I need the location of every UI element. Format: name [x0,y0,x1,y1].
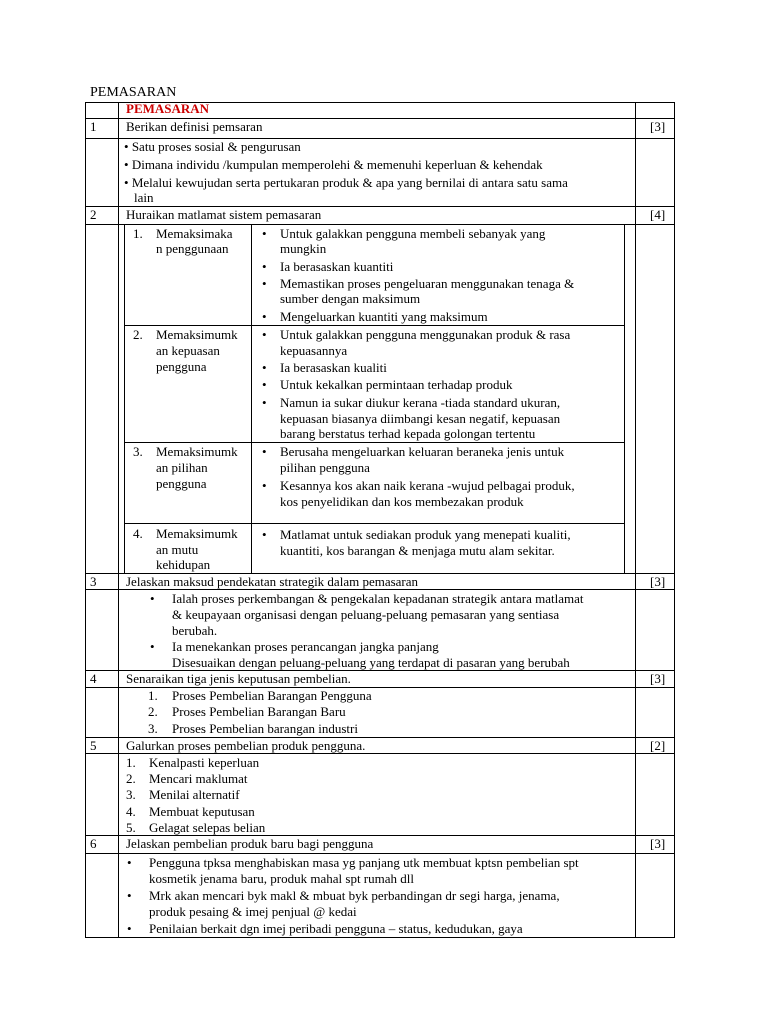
goal-label: an kepuasan [156,343,220,358]
list-item: • [262,360,267,375]
list-item-text: Ia berasaskan kualiti [280,360,387,375]
question-number: 6 [90,836,97,851]
list-number: 2. [126,771,136,786]
list-item: • [127,921,132,936]
list-item: • [262,226,267,241]
page-title: PEMASARAN [90,85,177,100]
marks: [3] [650,119,666,134]
goal-number: 2. [133,327,143,342]
list-number: 3. [148,721,158,736]
list-item-continuation: lain [134,190,154,205]
question-text: Berikan definisi pemsaran [126,119,263,134]
list-item-text: Menilai alternatif [149,787,240,802]
list-item-text: pilihan pengguna [280,460,370,475]
list-item-text: kos penyelidikan dan kos membezakan produk [280,494,524,509]
goal-number: 1. [133,226,143,241]
marks: [3] [650,574,666,589]
list-item-text: Proses Pembelian barangan industri [172,721,358,736]
goal-label: Memaksimumk [156,526,238,541]
goal-label: an mutu [156,542,199,557]
list-item-text: Berusaha mengeluarkan keluaran beraneka jenis untuk [280,444,565,459]
question-text: Galurkan proses pembelian produk pengguna. [126,738,366,753]
list-item-text: Mrk akan mencari byk makl & mbuat byk perbandingan dr segi harga, jenama, [149,888,560,903]
goal-label: an pilihan [156,460,208,475]
list-item: • Melalui kewujudan serta pertukaran produk & apa yang bernilai di antara satu sama [124,175,568,190]
marks: [3] [650,836,666,851]
question-number: 3 [90,574,97,589]
list-item: • [262,276,267,291]
marks: [3] [650,671,666,686]
list-item-text: Kesannya kos akan naik kerana -wujud pelbagai produk, [280,478,575,493]
list-item-text: Memastikan proses pengeluaran menggunakan tenaga & [280,276,575,291]
list-item-text: Mencari maklumat [149,771,248,786]
list-item: • [262,309,267,324]
list-item-text: sumber dengan maksimum [280,291,421,306]
goal-label: Memaksimumk [156,327,238,342]
goal-label: Memaksimaka [156,226,233,241]
list-item-text: Mengeluarkan kuantiti yang maksimum [280,309,488,324]
question-text: Senaraikan tiga jenis keputusan pembelian. [126,671,351,686]
marks: [4] [650,207,666,222]
list-item-text: barang berstatus terhad kepada golongan tertentu [280,426,536,441]
list-item-text: Penilaian berkait dgn imej peribadi pengguna – status, kedudukan, gaya [149,921,523,936]
list-item: • [262,259,267,274]
list-item-text: berubah. [172,623,218,638]
list-item-text: Untuk kekalkan permintaan terhadap produk [280,377,513,392]
question-number: 1 [90,119,97,134]
list-item: • [262,377,267,392]
list-number: 3. [126,787,136,802]
list-item-text: Gelagat selepas belian [149,820,266,835]
list-item-text: Untuk galakkan pengguna menggunakan produk & rasa [280,327,571,342]
list-item: • [127,855,132,870]
list-item: • Dimana individu /kumpulan memperolehi & memenuhi keperluan & kehendak [124,157,543,172]
list-item-text: Ia menekankan proses perancangan jangka panjang [172,639,439,654]
marks: [2] [650,738,666,753]
question-text: Huraikan matlamat sistem pemasaran [126,207,322,222]
list-item: • [262,478,267,493]
list-item-text: produk pesaing & imej penjual @ kedai [149,904,357,919]
question-number: 5 [90,738,97,753]
list-number: 4. [126,804,136,819]
list-item-text: Namun ia sukar diukur kerana -tiada standard ukuran, [280,395,561,410]
list-number: 1. [126,755,136,770]
table-header: PEMASARAN [126,101,210,116]
goal-label: pengguna [156,476,207,491]
goal-number: 4. [133,526,143,541]
list-item-text: Ia berasaskan kuantiti [280,259,394,274]
list-item-text: Proses Pembelian Barangan Baru [172,704,346,719]
list-item-text: kepuasan biasanya diimbangi kesan negatif, kepuasan [280,411,561,426]
list-item: • [262,444,267,459]
question-text: Jelaskan pembelian produk baru bagi pengguna [126,836,374,851]
list-item-text: Matlamat untuk sediakan produk yang menepati kualiti, [280,527,571,542]
list-item: • [262,327,267,342]
list-item: • [150,591,155,606]
list-item-text: Ialah proses perkembangan & pengekalan kepadanan strategik antara matlamat [172,591,584,606]
list-item-text: kuantiti, kos barangan & menjaga mutu alam sekitar. [280,543,555,558]
question-number: 4 [90,671,97,686]
goal-label: pengguna [156,359,207,374]
list-item-text: kosmetik jenama baru, produk mahal spt rumah dll [149,871,414,886]
list-number: 2. [148,704,158,719]
goal-label: n penggunaan [156,241,229,256]
list-item-text: mungkin [280,241,327,256]
list-item-text: Membuat keputusan [149,804,255,819]
goal-number: 3. [133,444,143,459]
list-number: 5. [126,820,136,835]
list-item-text: kepuasannya [280,343,348,358]
list-item-text: Proses Pembelian Barangan Pengguna [172,688,372,703]
question-text: Jelaskan maksud pendekatan strategik dalam pemasaran [126,574,419,589]
list-item: • [127,888,132,903]
list-item-text: Untuk galakkan pengguna membeli sebanyak yang [280,226,546,241]
list-item: • [262,395,267,410]
question-number: 2 [90,207,97,222]
list-item-text: Disesuaikan dengan peluang-peluang yang terdapat di pasaran yang berubah [172,655,570,670]
goal-label: kehidupan [156,557,211,572]
list-item: • [262,527,267,542]
list-item-text: & keupayaan organisasi dengan peluang-peluang pemasaran yang sentiasa [172,607,560,622]
list-item: • [150,639,155,654]
list-item-text: Pengguna tpksa menghabiskan masa yg panjang utk membuat kptsn pembelian spt [149,855,579,870]
list-item: • Satu proses sosial & pengurusan [124,139,301,154]
list-number: 1. [148,688,158,703]
list-item-text: Kenalpasti keperluan [149,755,260,770]
goal-label: Memaksimumk [156,444,238,459]
